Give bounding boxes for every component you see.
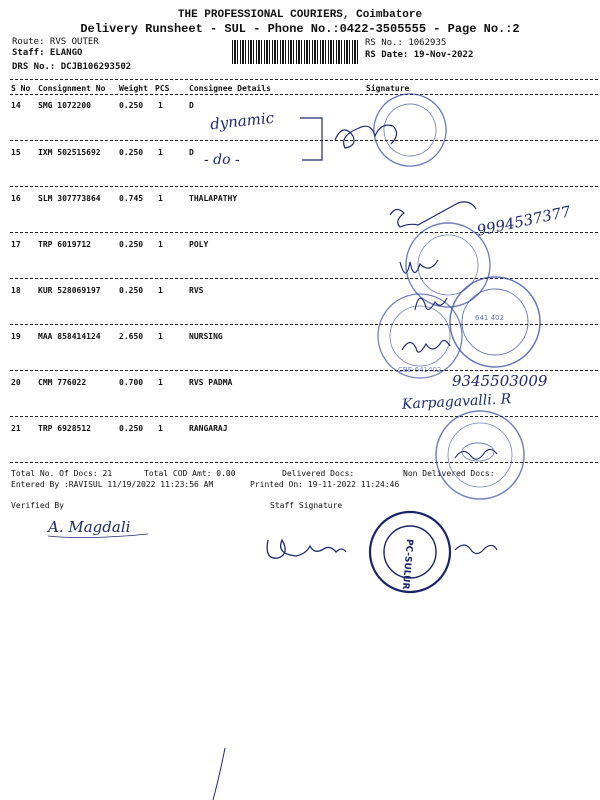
rs-number: RS No.: 1062935 xyxy=(365,38,447,48)
staff-signature xyxy=(267,540,346,558)
total-cod: Total COD Amt: 0.00 xyxy=(144,469,236,478)
row-pcs: 1 xyxy=(158,240,163,249)
cbe-stamp xyxy=(378,294,462,378)
row-consignee: NURSING xyxy=(189,332,223,341)
row-sno: 19 xyxy=(11,332,21,341)
row-consignment: TRP 6928512 xyxy=(38,424,91,433)
row-pcs: 1 xyxy=(158,378,163,387)
row-weight: 2.650 xyxy=(119,332,144,341)
handwritten-verifier: A. Magdali xyxy=(48,518,131,536)
col-pcs: PCS xyxy=(155,84,170,93)
row-consignee: THALAPATHY xyxy=(189,194,238,203)
stamp-number: 641 402 xyxy=(475,314,504,322)
row-weight: 0.250 xyxy=(119,240,144,249)
row-weight: 0.250 xyxy=(119,148,144,157)
row-sno: 14 xyxy=(11,101,21,110)
handwritten-ditto: - do - xyxy=(204,152,240,168)
rvs-college-stamp xyxy=(450,277,540,367)
col-sno: S No xyxy=(11,84,31,93)
row-consignee: RVS xyxy=(189,286,204,295)
row-weight: 0.700 xyxy=(119,378,144,387)
signature-row-19 xyxy=(402,340,450,352)
row-weight: 0.250 xyxy=(119,286,144,295)
drs-number: DRS No.: DCJB106293502 xyxy=(12,62,132,72)
signature-scribble xyxy=(335,125,397,148)
route: Route: RVS OUTER xyxy=(12,37,99,47)
company-title: THE PROFESSIONAL COURIERS, Coimbatore xyxy=(177,9,423,21)
row-sno: 21 xyxy=(11,424,21,433)
stamp-pc-sulur-text: PC-SULUR xyxy=(399,538,415,590)
row-sno: 18 xyxy=(11,286,21,295)
row-consignment: MAA 858414124 xyxy=(38,332,101,341)
row-consignment: SLM 307773864 xyxy=(38,194,101,203)
verified-by-label: Verified By xyxy=(11,501,64,510)
row-sno: 16 xyxy=(11,194,21,203)
row-pcs: 1 xyxy=(158,332,163,341)
row-consignment: SMG 1072200 xyxy=(38,101,91,110)
handwritten-dynamic: dynamic xyxy=(209,108,275,134)
col-consignment: Consignment No xyxy=(38,84,106,93)
row-weight: 0.745 xyxy=(119,194,144,203)
row-pcs: 1 xyxy=(158,286,163,295)
row-consignee: POLY xyxy=(189,240,209,249)
col-signature: Signature xyxy=(366,84,410,93)
stamp-cbe-text: CBE-641402 xyxy=(398,366,442,374)
printed-on: Printed On: 19-11-2022 11:24:46 xyxy=(250,480,400,489)
col-consignee: Consignee Details xyxy=(189,84,271,93)
row-pcs: 1 xyxy=(158,101,163,110)
total-docs: Total No. Of Docs: 21 xyxy=(11,469,113,478)
row-consignee: RANGARAJ xyxy=(189,424,228,433)
row-consignee: RVS PADMA xyxy=(189,378,233,387)
row-sno: 20 xyxy=(11,378,21,387)
verifier-flourish xyxy=(48,534,148,538)
delivered-docs: Delivered Docs: xyxy=(282,469,355,478)
non-delivered-docs: Non Delivered Docs: xyxy=(403,469,495,478)
row-pcs: 1 xyxy=(158,424,163,433)
row-consignee: D xyxy=(189,101,194,110)
signature-stroke-bottom xyxy=(455,545,497,554)
row-sno: 17 xyxy=(11,240,21,249)
handwritten-recipient-name: Karpagavalli. R xyxy=(401,391,512,413)
signature-row-16 xyxy=(390,202,476,227)
handwritten-phone-1: 9994537377 xyxy=(475,202,573,240)
row-consignment: IXM 502515692 xyxy=(38,148,101,157)
row-consignment: CMM 776022 xyxy=(38,378,87,387)
row-consignment: TRP 6019712 xyxy=(38,240,91,249)
staff: Staff: ELANGO xyxy=(12,48,83,58)
col-weight: Weight xyxy=(119,84,148,93)
bracket-mark xyxy=(300,118,322,160)
runsheet-title: Delivery Runsheet - SUL - Phone No.:0422-3505555 - Page No.:2 xyxy=(80,22,520,36)
snf-stamp xyxy=(436,411,524,499)
rs-date: RS Date: 19-Nov-2022 xyxy=(365,50,474,60)
row-consignee: D xyxy=(189,148,194,157)
handwritten-phone-2: 9345503009 xyxy=(452,372,548,390)
row-consignment: KUR 528069197 xyxy=(38,286,101,295)
row-pcs: 1 xyxy=(158,194,163,203)
pen-stroke xyxy=(213,748,225,800)
row-sno: 15 xyxy=(11,148,21,157)
entered-by: Entered By :RAVISUL 11/19/2022 11:23:56 AM xyxy=(11,480,214,489)
staff-signature-label: Staff Signature xyxy=(270,501,343,510)
pc-sulur-stamp xyxy=(370,512,450,592)
row-pcs: 1 xyxy=(158,148,163,157)
college-stamp-top xyxy=(364,84,456,176)
row-weight: 0.250 xyxy=(119,101,144,110)
row-weight: 0.250 xyxy=(119,424,144,433)
